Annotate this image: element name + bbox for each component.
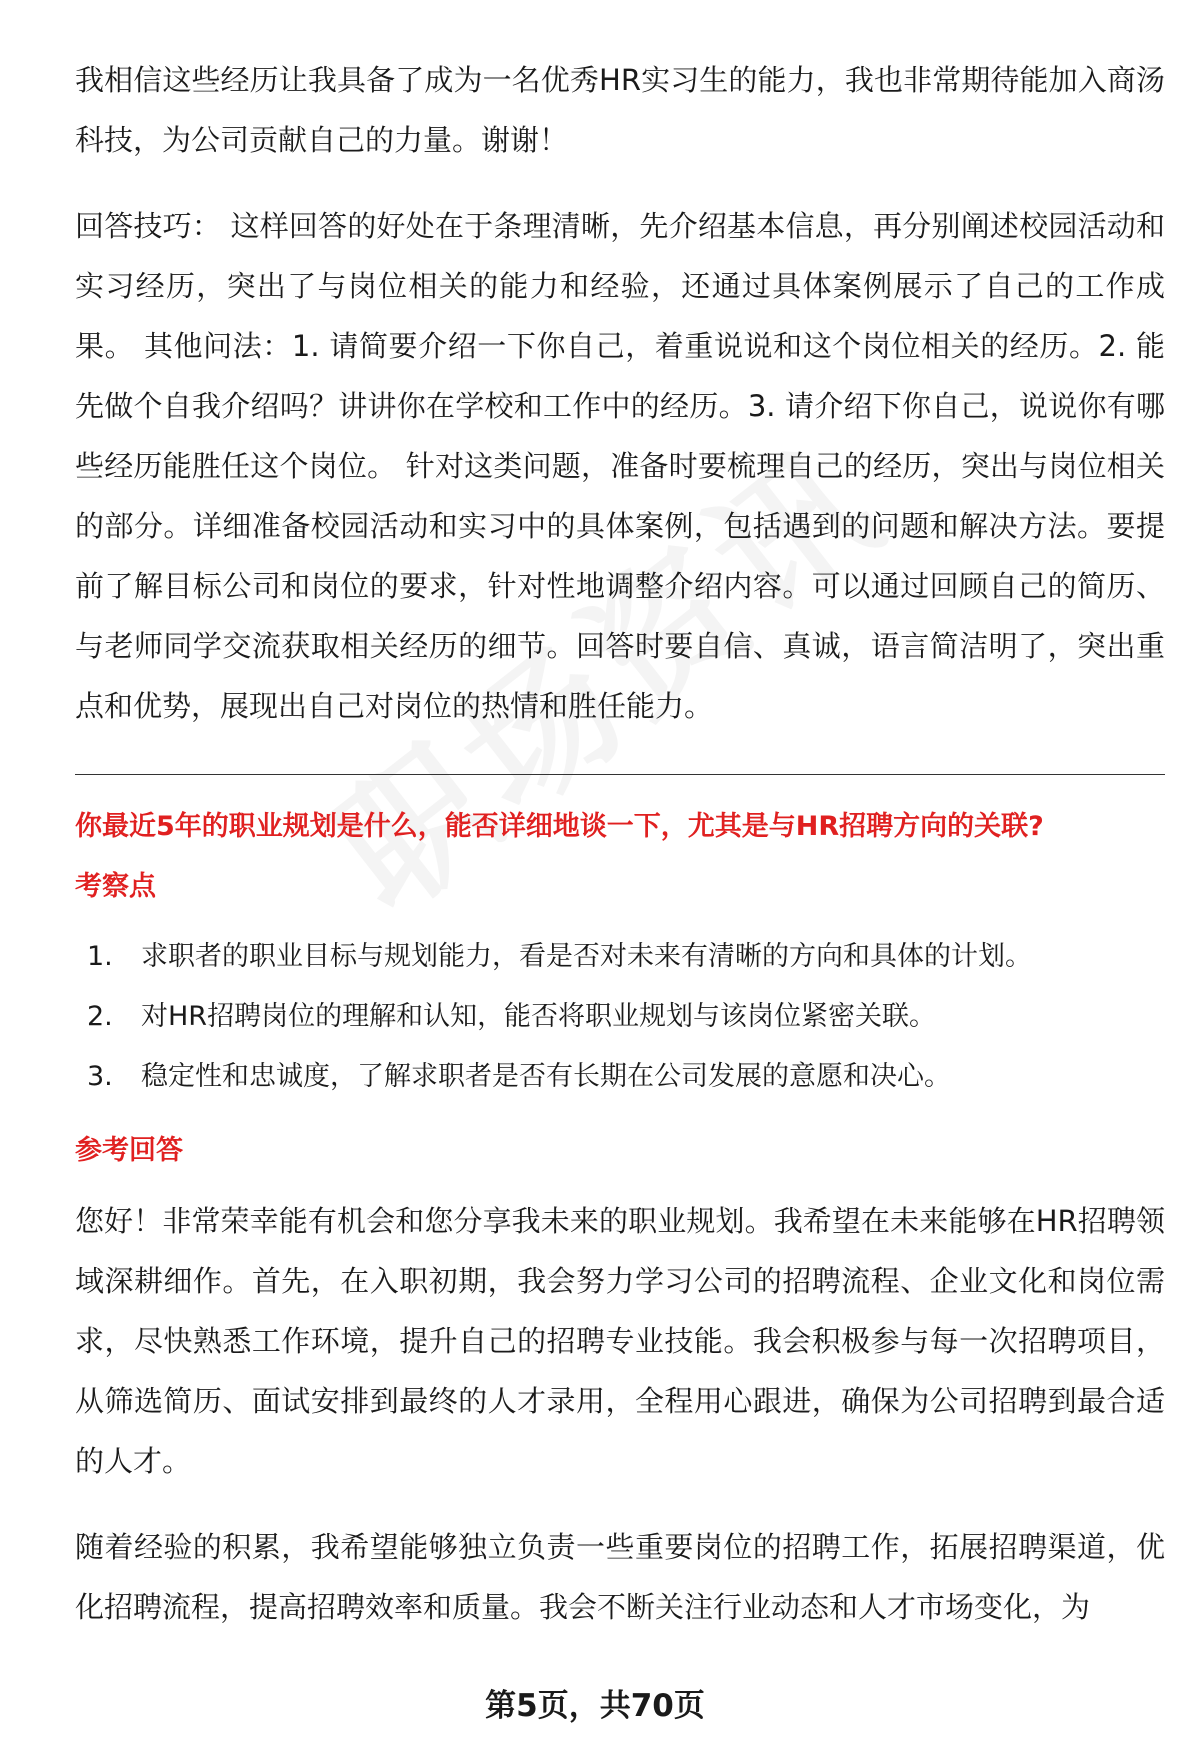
- intro-paragraph-1: 我相信这些经历让我具备了成为一名优秀HR实习生的能力，我也非常期待能加入商汤科技，为公司贡献自己的力量。谢谢！: [75, 63, 1165, 157]
- reference-answer-paragraph-2: 随着经验的积累，我希望能够独立负责一些重要岗位的招聘工作，拓展招聘渠道，优化招聘流程，提高招聘效率和质量。我会不断关注行业动态和人才市场变化，为: [75, 1530, 1165, 1624]
- list-item-number: 2.: [87, 1001, 113, 1032]
- question-title: 你最近5年的职业规划是什么，能否详细地谈一下，尤其是与HR招聘方向的关联?: [75, 811, 1044, 842]
- list-item-text: 求职者的职业目标与规划能力，看是否对未来有清晰的方向和具体的计划。: [141, 941, 1032, 972]
- reference-answer-paragraph-1: 您好！非常荣幸能有机会和您分享我未来的职业规划。我希望在未来能够在HR招聘领域深耕细作。首先，在入职初期，我会努力学习公司的招聘流程、企业文化和岗位需求，尽快熟悉工作环境，提升自己的招聘专业技能。我会积极参与每一次招聘项目，从筛选简历、面试安排到最终的人才录用，全程用心跟进，确保为公司招聘到最合适的人才。: [75, 1204, 1165, 1478]
- list-item-text: 对HR招聘岗位的理解和认知，能否将职业规划与该岗位紧密关联。: [141, 1001, 937, 1032]
- list-item: [75, 1047, 1165, 1107]
- list-item-number: 3.: [87, 1061, 113, 1092]
- page-number: 第5页，共70页: [485, 1688, 705, 1724]
- list-item-number: 1.: [87, 941, 113, 972]
- list-item: [75, 987, 1165, 1047]
- reference-answer-heading: 参考回答: [75, 1135, 183, 1166]
- list-item: [75, 927, 1165, 987]
- answer-tips-paragraph: 回答技巧： 这样回答的好处在于条理清晰，先介绍基本信息，再分别阐述校园活动和实习经历，突出了与岗位相关的能力和经验，还通过具体案例展示了自己的工作成果。 其他问法：1. 请简要介绍一下你自己，着重说说和这个岗位相关的经历。2. 能先做个自我介绍吗？讲讲你在学校和工作中的经历。3. 请介绍下你自己，说说你有哪些经历能胜任这个岗位。 针对这类问题，准备时要梳理自己的经历，突出与岗位相关的部分。详细准备校园活动和实习中的具体案例，包括遇到的问题和解决方法。要提前了解目标公司和岗位的要求，针对性地调整介绍内容。可以通过回顾自己的简历、与老师同学交流获取相关经历的细节。回答时要自信、真诚，语言简洁明了，突出重点和优势，展现出自己对岗位的热情和胜任能力。: [75, 209, 1165, 723]
- exam-points-list: [75, 927, 1165, 1107]
- list-item-text: 稳定性和忠诚度，了解求职者是否有长期在公司发展的意愿和决心。: [141, 1061, 951, 1092]
- section-divider: [75, 774, 1165, 775]
- exam-points-heading: 考察点: [75, 871, 156, 902]
- page-content: [75, 50, 1165, 1637]
